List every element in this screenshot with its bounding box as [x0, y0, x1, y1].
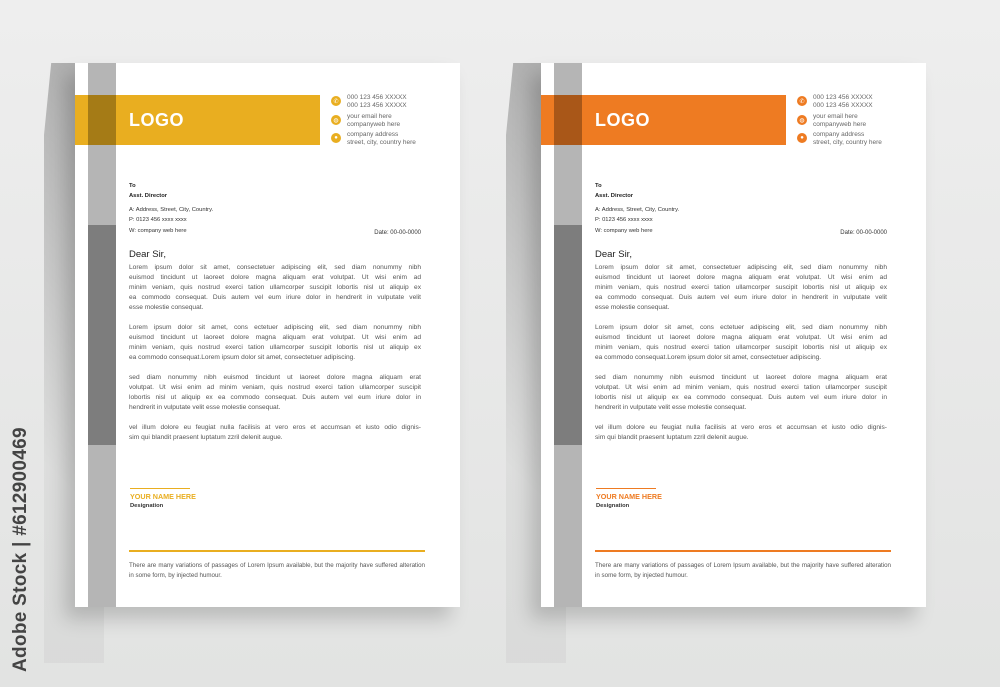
- body-line: vel illum dolore eu feugiat nulla facilisis at vero eros et accumsan et iusto odio dignis-: [129, 424, 421, 431]
- paragraph: [595, 373, 887, 413]
- side-stripe: [88, 225, 116, 445]
- letterhead-page-yellow: [75, 63, 460, 607]
- signature-designation: Designation: [596, 503, 630, 509]
- body-line: hendrerit in vulputate velit esse molestie consequat.: [129, 404, 281, 411]
- recipient-address: A: Address, Street, City, Country.: [129, 207, 214, 213]
- location-pin-icon: ●: [797, 133, 807, 143]
- globe-icon: ◍: [797, 115, 807, 125]
- footer-text: There are many variations of passages of Lorem Ipsum available, but the majority have suffered alteration in some form, by injected humour.: [595, 562, 891, 579]
- body-line: Lorem ipsum dolor sit amet, consectetuer adipiscing elit, sed diam nonummy nibh: [595, 264, 887, 271]
- signature-designation: Designation: [130, 503, 164, 509]
- paragraph: [595, 323, 887, 363]
- recipient-web: W: company web here: [595, 228, 653, 234]
- recipient-to: To: [595, 183, 602, 189]
- recipient-title: Asst. Director: [595, 193, 634, 199]
- salutation: Dear Sir,: [129, 249, 166, 260]
- body-line: sim qui blandit praesent luptatum zzril delenit augue.: [129, 434, 283, 441]
- body-line: sed diam nonummy nibh euismod tincidunt ut laoreet dolore magna aliquam erat: [595, 374, 887, 381]
- body-line: esse molestie consequat.: [129, 304, 204, 311]
- logo: LOGO: [129, 110, 184, 130]
- body-line: minim veniam, quis nostrud exerci tation ullamcorper suscipit lobortis nisl ut aliquip ex: [129, 284, 421, 291]
- body-line: minim veniam, quis nostrud exerci tation ullamcorper suscipit lobortis nisl ut aliquip ex: [595, 284, 887, 291]
- body-line: minim veniam, quis nostrud exerci tation ullamcorper suscipit lobortis nisl ut aliquip ex: [595, 344, 887, 351]
- body-line: Lorem ipsum dolor sit amet, cons ectetuer adipiscing elit, sed diam nonummy nibh: [129, 324, 421, 331]
- phone-icon: ✆: [797, 96, 807, 106]
- salutation: Dear Sir,: [595, 249, 632, 260]
- phone-line: 000 123 456 XXXXX: [347, 101, 407, 109]
- side-stripe: [554, 225, 582, 445]
- contact-address: [331, 131, 416, 146]
- side-stripe: [554, 445, 582, 607]
- letterhead-page-orange: [541, 63, 926, 607]
- globe-icon: ◍: [331, 115, 341, 125]
- body-line: sim qui blandit praesent luptatum zzril delenit augue.: [595, 434, 749, 441]
- body-line: ea commodo consequat.Lorem ipsum dolor sit amet, consectetuer adipiscing.: [129, 354, 356, 361]
- body-line: Lorem ipsum dolor sit amet, cons ectetuer adipiscing elit, sed diam nonummy nibh: [595, 324, 887, 331]
- body-line: ea commodo consequat.Lorem ipsum dolor sit amet, consectetuer adipiscing.: [595, 354, 822, 361]
- letter-body: [129, 263, 421, 453]
- recipient-web: W: company web here: [129, 228, 187, 234]
- body-line: sed diam nonummy nibh euismod tincidunt ut laoreet dolore magna aliquam erat: [129, 374, 421, 381]
- body-line: euismod tincidunt ut laoreet dolore magna aliquam erat volutpat. Ut wisi enim ad: [595, 334, 887, 341]
- signature-line: [130, 488, 190, 489]
- body-line: minim veniam, quis nostrud exerci tation ullamcorper suscipit lobortis nisl ut aliquip ex: [129, 344, 421, 351]
- web-line: companyweb here: [813, 120, 867, 128]
- recipient-phone: P: 0123 456 xxxx xxxx: [129, 217, 187, 223]
- letter-body: [595, 263, 887, 453]
- phone-line: 000 123 456 XXXXX: [813, 94, 873, 101]
- paragraph: [129, 423, 421, 443]
- paragraph: [129, 373, 421, 413]
- email-line: your email here: [813, 113, 858, 120]
- signature-name: YOUR NAME HERE: [130, 492, 196, 501]
- stock-watermark: Adobe Stock | #612900469: [10, 427, 31, 672]
- side-stripe: [554, 63, 582, 225]
- recipient-to: To: [129, 183, 136, 189]
- body-line: volutpat. Ut wisi enim ad minim veniam, quis nostrud exerci tation ullamcorper suscipit: [595, 384, 887, 391]
- body-line: lobortis nisl ut aliquip ex ea commodo consequat. Duis autem vel eum iriure dolor in: [595, 394, 887, 401]
- phone-line: 000 123 456 XXXXX: [813, 101, 873, 109]
- body-line: euismod tincidunt ut laoreet dolore magna aliquam erat volutpat. Ut wisi enim ad: [129, 274, 421, 281]
- body-line: esse molestie consequat.: [595, 304, 670, 311]
- letter-date: Date: 00-00-0000: [840, 230, 887, 236]
- web-line: companyweb here: [347, 120, 401, 128]
- body-line: Lorem ipsum dolor sit amet, consectetuer adipiscing elit, sed diam nonummy nibh: [129, 264, 421, 271]
- footer-divider: [129, 550, 425, 552]
- body-line: hendrerit in vulputate velit esse molestie consequat.: [595, 404, 747, 411]
- phone-icon: ✆: [331, 96, 341, 106]
- recipient-title: Asst. Director: [129, 193, 168, 199]
- email-line: your email here: [347, 113, 392, 120]
- contact-phone: [331, 94, 407, 109]
- footer-text: There are many variations of passages of Lorem Ipsum available, but the majority have suffered alteration in some form, by injected humour.: [129, 562, 425, 579]
- address-line: company address: [347, 131, 399, 138]
- body-line: ea commodo consequat. Duis autem vel eum iriure dolor in hendrerit in vulputate velit: [595, 294, 887, 301]
- footer-divider: [595, 550, 891, 552]
- signature-line: [596, 488, 656, 489]
- recipient-phone: P: 0123 456 xxxx xxxx: [595, 217, 653, 223]
- location-pin-icon: ●: [331, 133, 341, 143]
- phone-line: 000 123 456 XXXXX: [347, 94, 407, 101]
- contact-phone: [797, 94, 873, 109]
- address-line: company address: [813, 131, 865, 138]
- body-line: lobortis nisl ut aliquip ex ea commodo consequat. Duis autem vel eum iriure dolor in: [129, 394, 421, 401]
- recipient-address: A: Address, Street, City, Country.: [595, 207, 680, 213]
- body-line: euismod tincidunt ut laoreet dolore magna aliquam erat volutpat. Ut wisi enim ad: [595, 274, 887, 281]
- body-line: euismod tincidunt ut laoreet dolore magna aliquam erat volutpat. Ut wisi enim ad: [129, 334, 421, 341]
- letter-date: Date: 00-00-0000: [374, 230, 421, 236]
- body-line: vel illum dolore eu feugiat nulla facilisis at vero eros et accumsan et iusto odio dignis-: [595, 424, 887, 431]
- signature-name: YOUR NAME HERE: [596, 492, 662, 501]
- paragraph: [595, 423, 887, 443]
- address-line: street, city, country here: [813, 138, 882, 146]
- body-line: volutpat. Ut wisi enim ad minim veniam, quis nostrud exerci tation ullamcorper suscipit: [129, 384, 421, 391]
- paragraph: [595, 263, 887, 313]
- paragraph: [129, 323, 421, 363]
- side-stripe: [88, 445, 116, 607]
- contact-web: [331, 113, 400, 128]
- contact-address: [797, 131, 882, 146]
- logo: LOGO: [595, 110, 650, 130]
- body-line: ea commodo consequat. Duis autem vel eum iriure dolor in hendrerit in vulputate velit: [129, 294, 421, 301]
- side-stripe: [88, 63, 116, 225]
- address-line: street, city, country here: [347, 138, 416, 146]
- paragraph: [129, 263, 421, 313]
- contact-web: [797, 113, 866, 128]
